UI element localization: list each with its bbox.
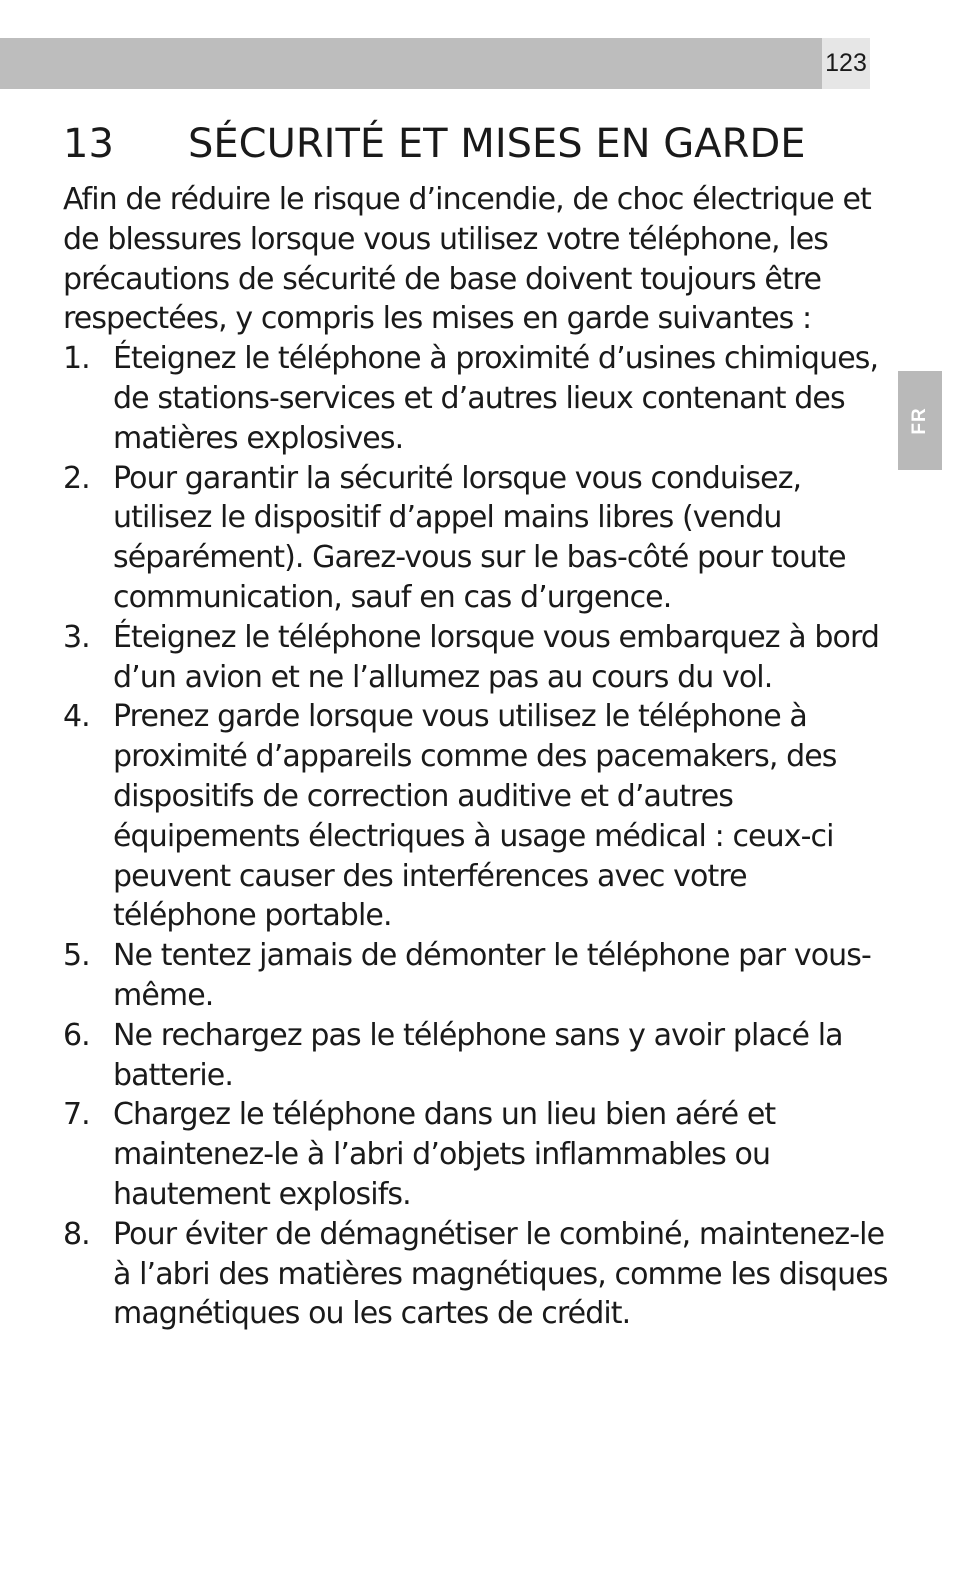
header-bar — [0, 38, 822, 89]
list-item — [63, 1215, 893, 1334]
list-item-text: Ne rechargez pas le téléphone sans y avoir placé la batterie. — [113, 1017, 843, 1093]
warning-list — [63, 339, 893, 1334]
list-item-number: 2. — [63, 460, 90, 496]
language-tab — [898, 371, 942, 470]
list-item-text: Ne tentez jamais de démonter le téléphone par vous-même. — [113, 938, 871, 1013]
list-item-text: Éteignez le téléphone lorsque vous embarquez à bord d’un avion et ne l’allumez pas au cours du vol. — [113, 619, 880, 695]
page-number: 123 — [822, 38, 870, 89]
section-heading — [63, 114, 806, 174]
section-title: SÉCURITÉ ET MISES EN GARDE — [188, 121, 806, 167]
list-item-number: 7. — [63, 1097, 90, 1133]
list-item — [63, 618, 893, 698]
list-item-text: Chargez le téléphone dans un lieu bien aéré et maintenez-le à l’abri d’objets inflammables ou hautement explosifs. — [113, 1097, 776, 1212]
list-item-text: Prenez garde lorsque vous utilisez le téléphone à proximité d’appareils comme des pacemakers, des dispositifs de correction auditive et d’autres équipements électriques à usage médical : ceux-ci peuvent causer des interférences avec votre téléphone portable. — [113, 699, 837, 934]
list-item-text: Pour garantir la sécurité lorsque vous conduisez, utilisez le dispositif d’appel mains libres (vendu séparément). Garez-vous sur le bas-côté pour toute communication, sauf en cas d’urgence. — [113, 460, 846, 615]
list-item-number: 6. — [63, 1017, 90, 1053]
page-content — [63, 180, 893, 1334]
list-item — [63, 459, 893, 618]
language-tab-label: FR — [909, 406, 930, 435]
list-item — [63, 1095, 893, 1214]
intro-paragraph: Afin de réduire le risque d’incendie, de choc électrique et de blessures lorsque vous utilisez votre téléphone, les précautions de sécurité de base doivent toujours être respectées, y compris les mises en garde suivantes : — [63, 182, 871, 337]
list-item-number: 5. — [63, 938, 90, 974]
list-item-text: Éteignez le téléphone à proximité d’usines chimiques, de stations-services et d’autres lieux contenant des matières explosives. — [113, 341, 879, 456]
list-item — [63, 1016, 893, 1096]
list-item-text: Pour éviter de démagnétiser le combiné, maintenez-le à l’abri des matières magnétiques, comme les disques magnétiques ou les cartes de crédit. — [113, 1216, 888, 1332]
list-item — [63, 936, 893, 1016]
list-item — [63, 697, 893, 936]
list-item-number: 4. — [63, 699, 90, 735]
section-number: 13 — [63, 121, 114, 167]
list-item-number: 3. — [63, 619, 90, 655]
list-item-number: 1. — [63, 341, 90, 377]
list-item-number: 8. — [63, 1216, 90, 1252]
list-item — [63, 339, 893, 458]
